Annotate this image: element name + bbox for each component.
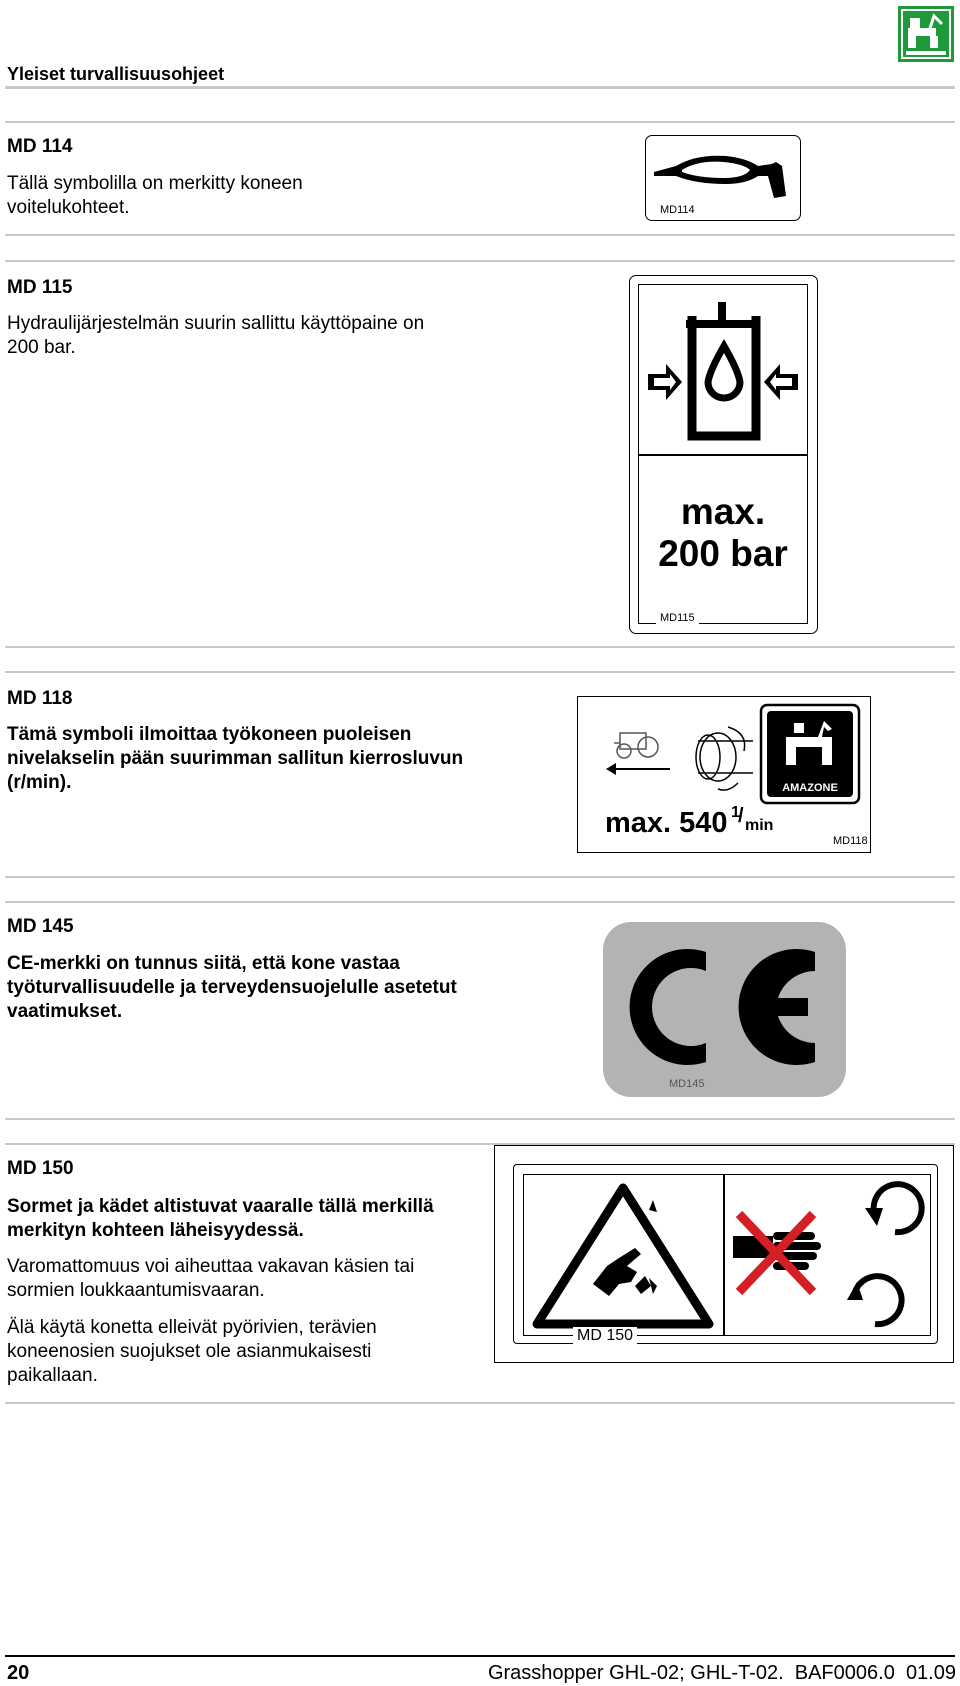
section-text: Tämä symboli ilmoittaa työkoneen puoleisen nivelakselin pään suurimman sallitun kierrosluvun (r/min). [7, 724, 464, 793]
pressure-value: 200 bar [658, 533, 788, 574]
header-rule [5, 86, 955, 89]
section-rule [5, 901, 955, 903]
section-text: Älä käytä konetta elleivät pyörivien, terävien koneenosien suojukset ole asianmukaisesti paikallaan. [7, 1317, 377, 1386]
symbol-code-label: MD115 [656, 612, 699, 624]
amazone-logo-icon [898, 6, 954, 62]
hand-crush-warning-icon [523, 1174, 931, 1336]
hydraulic-pressure-icon [640, 286, 806, 452]
document-reference: Grasshopper GHL-02; GHL-T-02. BAF0006.0 01.09 [487, 1662, 956, 1684]
section-rule [5, 121, 955, 123]
md145-symbol [603, 922, 846, 1097]
symbol-code-label: MD114 [660, 204, 695, 216]
max-speed-text: max. 540 [605, 807, 728, 839]
section-rule [5, 1402, 955, 1404]
symbol-code-label: MD145 [669, 1078, 705, 1090]
section-rule [5, 671, 955, 673]
unit-denominator: min [745, 817, 774, 834]
section-text: CE-merkki on tunnus siitä, että kone vastaa työturvallisuudelle ja terveydensuojelulle asetetut vaatimukset. [7, 953, 457, 1022]
md114-symbol [645, 135, 801, 221]
ce-mark-icon [603, 922, 846, 1097]
unit-numerator: 1 [731, 804, 740, 821]
symbol-code-label: MD118 [833, 835, 868, 847]
footer-rule [5, 1655, 955, 1657]
symbol-code-label: MD 150 [573, 1327, 637, 1345]
page-number: 20 [7, 1662, 30, 1684]
max-label: max. [680, 491, 766, 532]
brand-text: AMAZONE [782, 782, 838, 794]
section-code: MD 114 [7, 136, 73, 157]
section-code: MD 118 [7, 688, 73, 709]
section-rule [5, 234, 955, 236]
md118-symbol: AMAZONE max. 540 1 / min MD118 [577, 696, 871, 853]
section-rule [5, 260, 955, 262]
section-text: Sormet ja kädet altistuvat vaaralle tällä merkillä merkityn kohteen läheisyydessä. [7, 1196, 434, 1241]
section-text: Hydraulijärjestelmän suurin sallittu käyttöpaine on 200 bar. [7, 313, 425, 358]
md115-symbol [629, 275, 818, 634]
section-rule [5, 646, 955, 648]
section-code: MD 115 [7, 277, 73, 298]
section-rule [5, 1118, 955, 1120]
section-text: Tällä symbolilla on merkitty koneen voitelukohteet. [7, 173, 303, 218]
section-code: MD 145 [7, 916, 74, 937]
section-rule [5, 876, 955, 878]
page-header-title: Yleiset turvallisuusohjeet [7, 64, 225, 84]
section-code: MD 150 [7, 1158, 74, 1179]
section-text: Varomattomuus voi aiheuttaa vakavan käsien tai sormien loukkaantumisvaaran. [7, 1256, 415, 1301]
md150-symbol [494, 1145, 954, 1363]
